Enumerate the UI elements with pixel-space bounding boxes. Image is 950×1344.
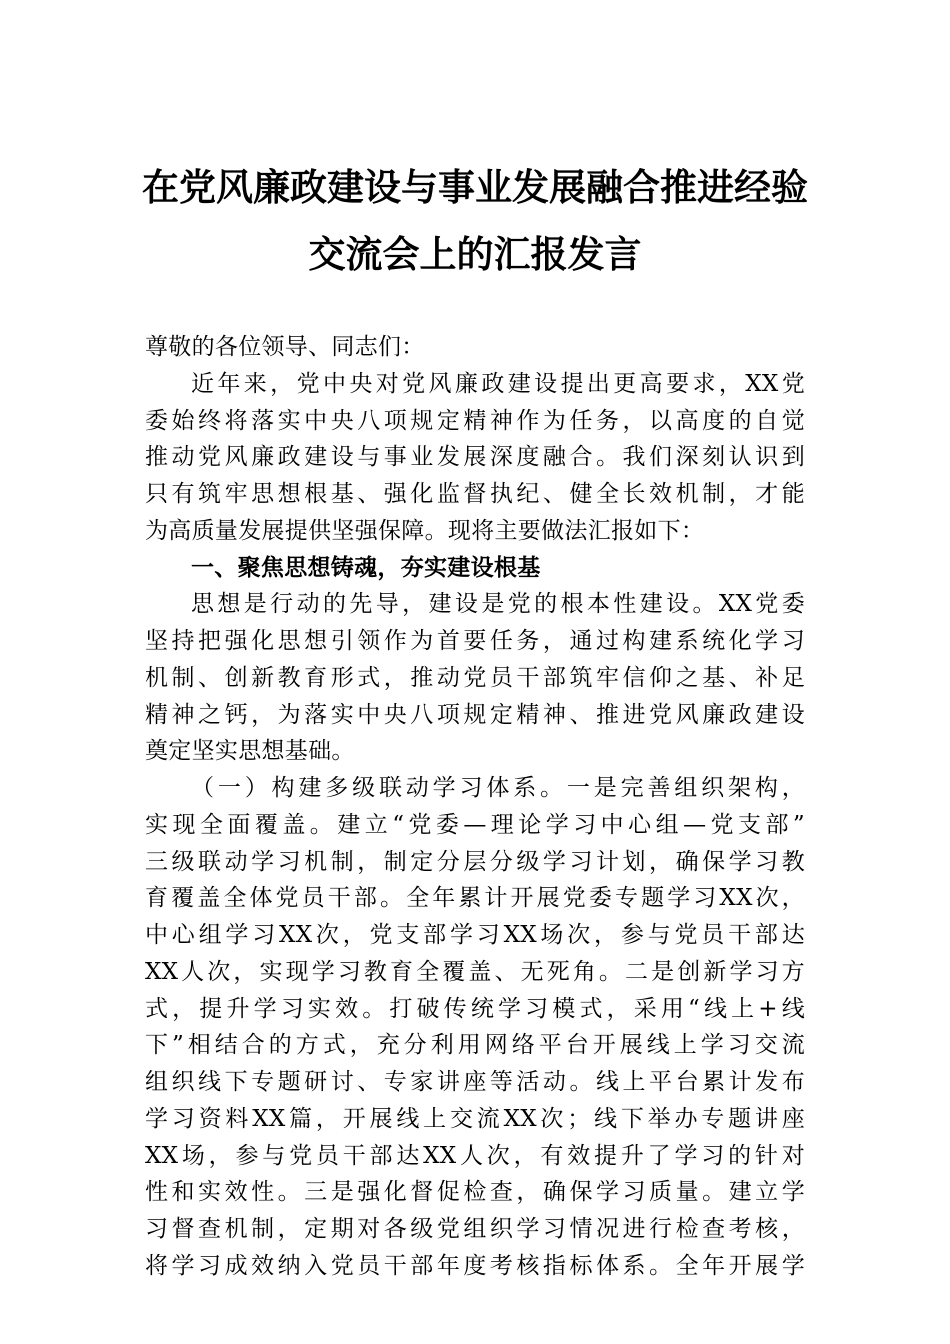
document-title-line-1: 在党风廉政建设与事业发展融合推进经验 [142,165,808,209]
paragraph-line: 推动党风廉政建设与事业发展深度融合。我们深刻认识到 [145,444,805,471]
paragraph-line: 中心组学习XX次，党支部学习XX场次，参与党员干部达 [145,922,805,948]
paragraph-line: 精神之钙，为落实中央八项规定精神、推进党风廉政建设 [145,701,805,728]
paragraph-line: 近年来，党中央对党风廉政建设提出更高要求，XX党 [191,370,805,397]
paragraph-line: （一）构建多级联动学习体系。一是完善组织架构， [191,775,805,801]
paragraph-line: 奠定坚实思想基础。 [145,738,355,765]
paragraph-line: 性和实效性。三是强化督促检查，确保学习质量。建立学 [145,1179,805,1206]
paragraph-line: 坚持把强化思想引领作为首要任务，通过构建系统化学习 [145,628,805,654]
paragraph-line: 育覆盖全体党员干部。全年累计开展党委专题学习XX次， [145,885,805,912]
paragraph-line: 三级联动学习机制，制定分层分级学习计划，确保学习教 [145,848,805,875]
paragraph-line: 机制、创新教育形式，推动党员干部筑牢信仰之基、补足 [145,664,805,691]
paragraph-line: XX人次，实现学习教育全覆盖、无死角。二是创新学习方 [145,958,805,985]
paragraph-line: 为高质量发展提供坚强保障。现将主要做法汇报如下： [145,517,705,544]
paragraph-line: 习督查机制，定期对各级党组织学习情况进行检查考核， [145,1216,805,1242]
paragraph-line: 思想是行动的先导，建设是党的根本性建设。XX党委 [191,591,805,618]
document-body [145,329,805,1285]
paragraph-line: 只有筑牢思想根基、强化监督执纪、健全长效机制，才能 [145,481,805,507]
document-title-line-2: 交流会上的汇报发言 [308,232,642,276]
paragraph-line: 式，提升学习实效。打破传统学习模式，采用“线上+线 [145,995,805,1022]
salutation: 尊敬的各位领导、同志们： [145,334,425,360]
paragraph-line: 实现全面覆盖。建立“党委—理论学习中心组—党支部” [145,811,805,838]
paragraph-line: 组织线下专题研讨、专家讲座等活动。线上平台累计发布 [145,1069,805,1095]
paragraph-line: XX场，参与党员干部达XX人次，有效提升了学习的针对 [145,1142,805,1169]
section-heading: 一、聚焦思想铸魂，夯实建设根基 [191,554,541,581]
paragraph-line: 委始终将落实中央八项规定精神作为任务，以高度的自觉 [145,407,805,434]
paragraph-line: 将学习成效纳入党员干部年度考核指标体系。全年开展学 [145,1252,805,1279]
paragraph-line: 学习资料XX篇，开展线上交流XX次；线下举办专题讲座 [145,1105,805,1132]
paragraph-line: 下”相结合的方式，充分利用网络平台开展线上学习交流 [145,1032,805,1059]
